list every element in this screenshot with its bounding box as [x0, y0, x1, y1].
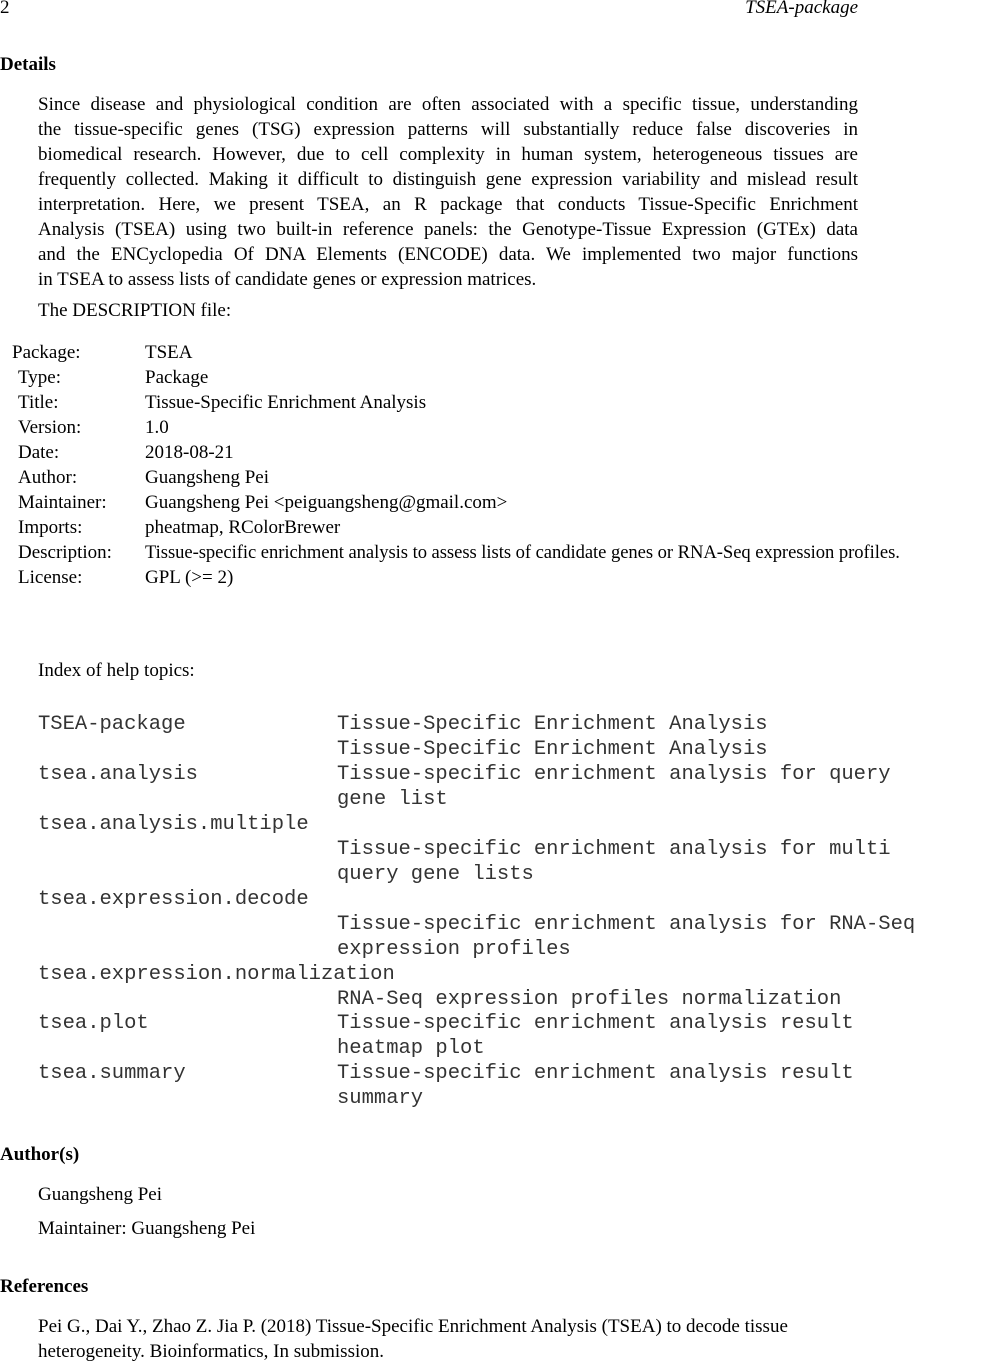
paragraph-line: the tissue-specific genes (TSG) expression patterns will substantially reduce false discoveries in — [38, 119, 858, 140]
paragraph-line: Analysis (TSEA) using two built-in reference panels: the Genotype-Tissue Expression (GTEx) data — [38, 219, 858, 240]
index-heading: Index of help topics: — [38, 660, 195, 681]
description-key: Description: — [18, 542, 112, 563]
details-heading: Details — [0, 54, 56, 75]
topic-description: RNA-Seq expression profiles normalization — [337, 988, 842, 1011]
reference-line: heterogeneity. Bioinformatics, In submission. — [38, 1341, 384, 1362]
description-key: Author: — [18, 467, 78, 488]
paragraph-line: interpretation. Here, we present TSEA, an R package that conducts Tissue-Specific Enrichment — [38, 194, 858, 215]
topic-name: tsea.expression.decode — [38, 888, 309, 911]
topic-name: tsea.analysis — [38, 763, 198, 786]
maintainer: Maintainer: Guangsheng Pei — [38, 1218, 256, 1239]
topic-description: Tissue-specific enrichment analysis for query — [337, 763, 891, 786]
details-paragraph — [38, 92, 858, 292]
topic-description: Tissue-specific enrichment analysis result — [337, 1012, 854, 1035]
paragraph-line: frequently collected. Making it difficult to distinguish gene expression variability and mislead result — [38, 169, 858, 190]
topic-description: Tissue-specific enrichment analysis for multi — [337, 838, 891, 861]
description-key: Imports: — [18, 517, 83, 538]
description-value: Guangsheng Pei <peiguangsheng@gmail.com> — [145, 492, 508, 513]
paragraph-line: biomedical research. However, due to cell complexity in human system, heterogeneous tissues are — [38, 144, 858, 165]
author-name: Guangsheng Pei — [38, 1184, 163, 1205]
running-title: TSEA-package — [745, 0, 858, 18]
topic-description: gene list — [337, 788, 448, 811]
topic-description: heatmap plot — [337, 1037, 485, 1060]
authors-heading: Author(s) — [0, 1144, 80, 1165]
description-key: Type: — [18, 367, 61, 388]
description-key: License: — [18, 567, 83, 588]
reference-line: Pei G., Dai Y., Zhao Z. Jia P. (2018) Tissue-Specific Enrichment Analysis (TSEA) to decode tissue — [38, 1316, 788, 1337]
topic-description: Tissue-Specific Enrichment Analysis — [337, 713, 768, 736]
references-heading: References — [0, 1276, 89, 1297]
description-value: Guangsheng Pei — [145, 467, 270, 488]
description-key: Title: — [18, 392, 59, 413]
description-key: Date: — [18, 442, 60, 463]
page-number: 2 — [0, 0, 10, 18]
topic-name: tsea.plot — [38, 1012, 149, 1035]
description-key: Version: — [18, 417, 82, 438]
topic-description: summary — [337, 1087, 424, 1110]
topic-description: Tissue-specific enrichment analysis result — [337, 1062, 854, 1085]
topic-name: tsea.summary — [38, 1062, 186, 1085]
paragraph-line: in TSEA to assess lists of candidate genes or expression matrices. — [38, 269, 537, 290]
topic-name: tsea.expression.normalization — [38, 963, 395, 986]
description-value: pheatmap, RColorBrewer — [145, 517, 341, 538]
description-value: TSEA — [145, 342, 193, 363]
description-value: Package — [145, 367, 209, 388]
description-intro: The DESCRIPTION file: — [38, 300, 232, 321]
description-value: Tissue-Specific Enrichment Analysis — [145, 392, 427, 413]
description-value: 1.0 — [145, 417, 169, 438]
paragraph-line: and the ENCyclopedia Of DNA Elements (ENCODE) data. We implemented two major functions — [38, 244, 858, 265]
topic-name: TSEA-package — [38, 713, 186, 736]
topic-description: Tissue-Specific Enrichment Analysis — [337, 738, 768, 761]
description-value: Tissue-specific enrichment analysis to assess lists of candidate genes or RNA-Seq expression profiles. — [145, 542, 900, 563]
description-value: GPL (>= 2) — [145, 567, 234, 588]
paragraph-line: Since disease and physiological condition are often associated with a specific tissue, understanding — [38, 94, 858, 115]
topic-description: Tissue-specific enrichment analysis for RNA-Seq — [337, 913, 916, 936]
topic-name: tsea.analysis.multiple — [38, 813, 309, 836]
description-value: 2018-08-21 — [145, 442, 234, 463]
description-key: Maintainer: — [18, 492, 107, 513]
description-key: Package: — [12, 342, 81, 363]
topic-description: expression profiles — [337, 938, 571, 961]
topic-description: query gene lists — [337, 863, 534, 886]
